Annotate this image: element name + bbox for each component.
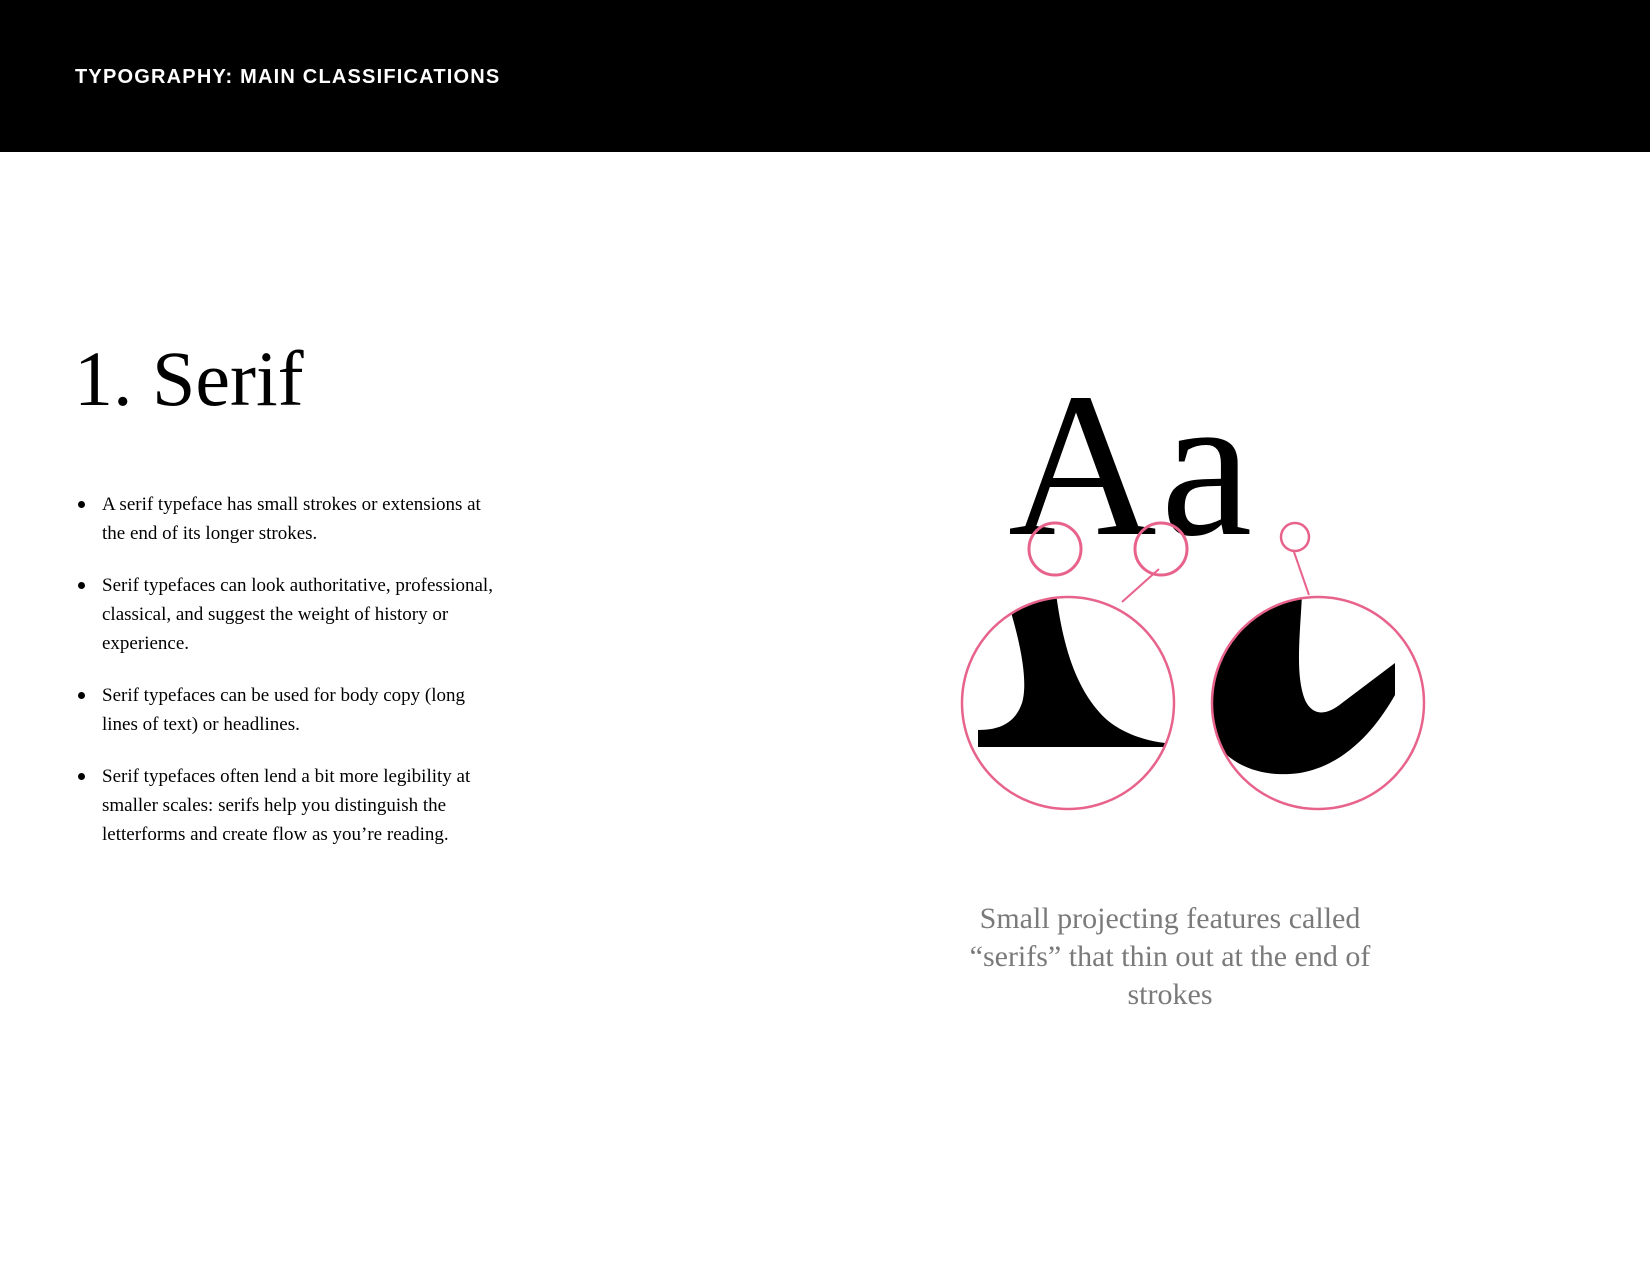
- bullet-text: Serif typefaces often lend a bit more legibility at smaller scales: serifs help you distinguish the letterforms and create flow as you’re reading.: [102, 766, 471, 845]
- bullet-dot-icon: [78, 692, 85, 699]
- bullet-list: [75, 490, 495, 872]
- connector-line-right: [1294, 552, 1309, 595]
- bullet-text: Serif typefaces can be used for body copy (long lines of text) or headlines.: [102, 685, 465, 735]
- bullet-dot-icon: [78, 501, 85, 508]
- bullet-dot-icon: [78, 582, 85, 589]
- illustration-caption: Small projecting features called “serifs” that thin out at the end of strokes: [969, 902, 1371, 1011]
- header-bar: [0, 0, 1650, 152]
- serif-marker-right: [1281, 523, 1309, 551]
- bullet-item: [75, 571, 495, 658]
- magnified-serif-left: [978, 585, 1165, 747]
- magnified-serif-right: [1204, 595, 1395, 774]
- section-title: TYPOGRAPHY: MAIN CLASSIFICATIONS: [75, 66, 501, 88]
- bullet-item: [75, 762, 495, 849]
- bullet-dot-icon: [78, 773, 85, 780]
- serif-glyph-sample: Aa: [1008, 350, 1257, 579]
- bullet-item: [75, 681, 495, 739]
- slide-title: 1. Serif: [74, 335, 304, 422]
- bullet-text: Serif typefaces can look authoritative, professional, classical, and suggest the weight of history or experience.: [102, 575, 493, 654]
- bullet-text: A serif typeface has small strokes or extensions at the end of its longer strokes.: [102, 494, 481, 544]
- serif-marker-middle: [1135, 523, 1187, 575]
- serif-marker-left: [1029, 523, 1081, 575]
- bullet-item: [75, 490, 495, 548]
- serif-detail-illustration: [950, 385, 1440, 825]
